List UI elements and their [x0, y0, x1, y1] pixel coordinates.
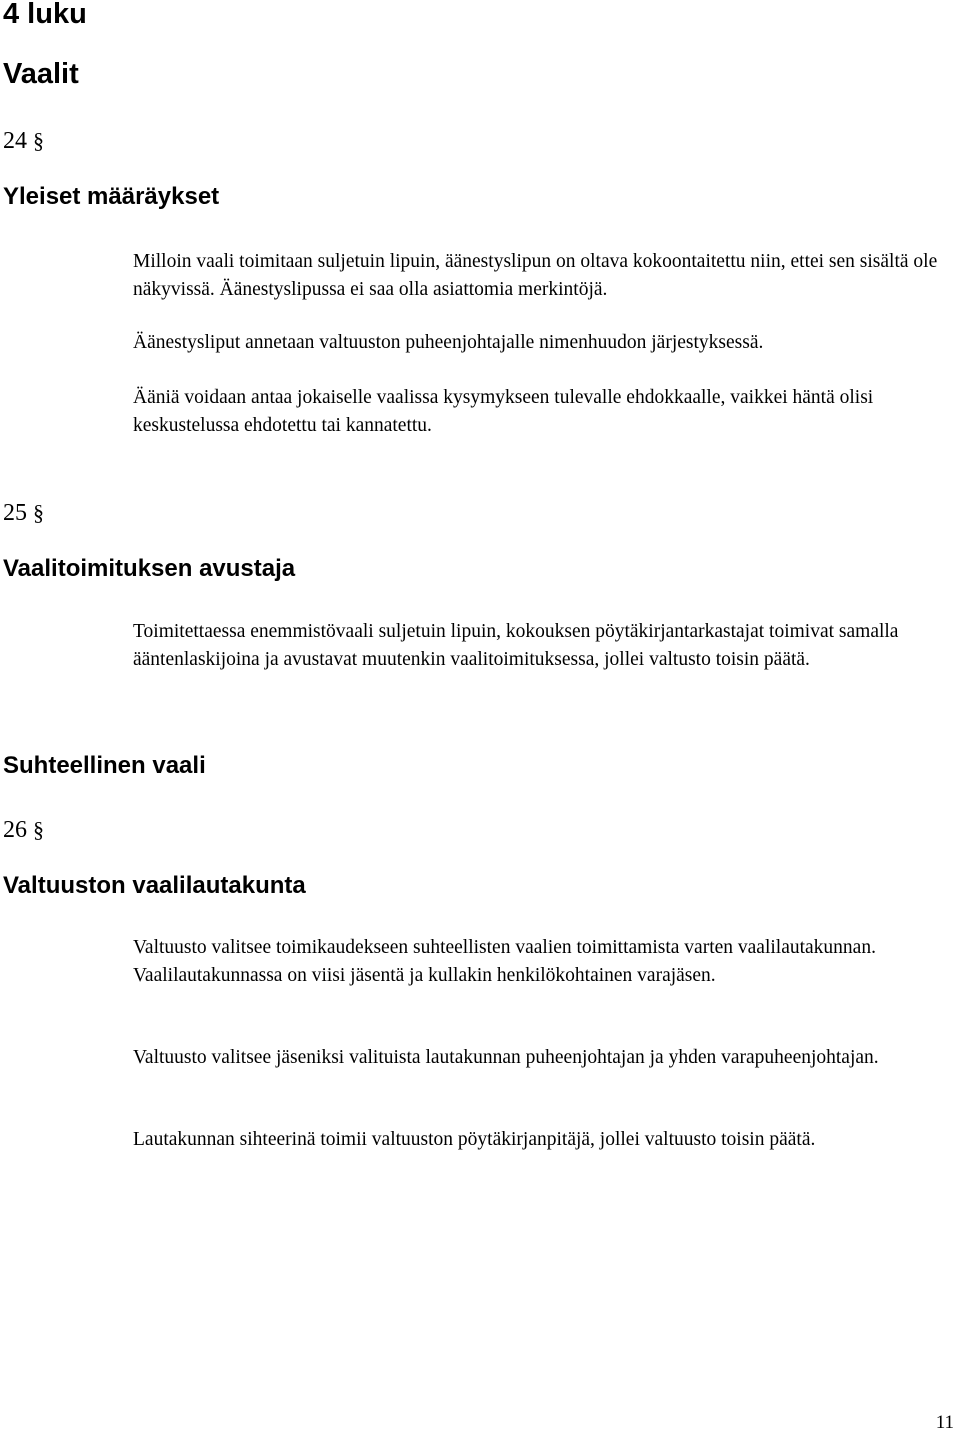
- section-number-value: 25: [3, 500, 27, 526]
- section-paragraph: Toimitettaessa enemmistövaali suljetuin lipuin, kokouksen pöytäkirjantarkastajat toimivat samalla ääntenlaskijoina ja avustavat muutenkin vaalitoimituksessa, jollei valtusto toisin päätä.: [133, 621, 899, 670]
- chapter-number: 4 luku: [3, 0, 87, 30]
- section-paragraph: Valtuusto valitsee jäseniksi valituista lautakunnan puheenjohtajan ja yhden varapuheenjohtajan.: [133, 1047, 879, 1068]
- section-paragraph: Valtuusto valitsee toimikaudekseen suhteellisten vaalien toimittamista varten vaalilautakunnan. Vaalilautakunnassa on viisi jäsentä ja kullakin henkilökohtainen varajäsen.: [133, 937, 876, 986]
- section-number-value: 26: [3, 817, 27, 843]
- page-number: 11: [935, 1412, 954, 1433]
- section-paragraph: Lautakunnan sihteerinä toimii valtuuston pöytäkirjanpitäjä, jollei valtuusto toisin päätä.: [133, 1129, 816, 1150]
- section-number: [3, 817, 44, 844]
- paragraph-sign-icon: §: [33, 128, 44, 153]
- paragraph-sign-icon: §: [33, 500, 44, 525]
- chapter-title: Vaalit: [3, 58, 79, 90]
- section-heading: Valtuuston vaalilautakunta: [3, 872, 306, 899]
- section-paragraph: Milloin vaali toimitaan suljetuin lipuin, äänestyslipun on oltava kokoontaitettu niin, ettei sen sisältä ole näkyvissä. Äänestyslipussa ei saa olla asiattomia merkintöjä.: [133, 251, 938, 300]
- section-paragraph: Ääniä voidaan antaa jokaiselle vaalissa kysymykseen tulevalle ehdokkaalle, vaikkei häntä olisi keskustelussa ehdotettu tai kannatettu.: [133, 387, 874, 436]
- paragraph-sign-icon: §: [33, 817, 44, 842]
- section-heading: Yleiset määräykset: [3, 183, 220, 210]
- section-number: [3, 128, 44, 155]
- section-heading: Vaalitoimituksen avustaja: [3, 555, 296, 582]
- section-number: [3, 500, 44, 527]
- subchapter-title: Suhteellinen vaali: [3, 752, 206, 779]
- section-paragraph: Äänestysliput annetaan valtuuston puheenjohtajalle nimenhuudon järjestyksessä.: [133, 332, 764, 353]
- section-number-value: 24: [3, 128, 27, 154]
